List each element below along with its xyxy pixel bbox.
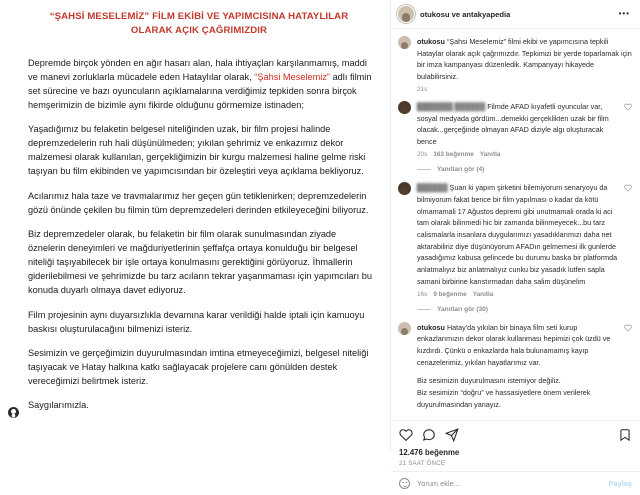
- document-signature: Saygılarımızla.: [28, 400, 89, 410]
- comment-time: 21s: [417, 86, 428, 94]
- comment-body: [417, 101, 618, 158]
- comment-username[interactable]: otukosu: [417, 37, 445, 46]
- comment-meta: [417, 151, 618, 158]
- avatar[interactable]: [398, 322, 411, 335]
- add-comment-row: [391, 471, 640, 495]
- document-title: “ŞAHSİ MESELEMİZ” FİLM EKİBİ VE YAPIMCISINA HATAYLILAR OLARAK AÇIK ÇAĞRIMIZDIR: [49, 11, 349, 36]
- action-icons-row: [399, 428, 632, 442]
- paragraph-2: Yaşadığımız bu felaketin belgesel niteliğinden uzak, bir film projesi halinde depremzedelerin ruh hali düşünülmeden; yıkılan şehrimiz ve enkazımız dekor malzemesi olarak kullanılan, gerçekliğimizin bir kurgu malzemesi haline gelme riski taşıyan bu film ekibinden ve yapımcısından bir özeleştiri veya açıklama bekliyoruz.: [28, 124, 366, 177]
- avatar[interactable]: [398, 36, 411, 49]
- bookmark-icon[interactable]: [618, 428, 632, 442]
- share-icon[interactable]: [445, 428, 459, 442]
- comment-likes[interactable]: 163 beğenme: [433, 151, 474, 159]
- comment-text: [417, 182, 618, 287]
- document-body: [28, 57, 376, 410]
- comment-text: [417, 101, 618, 148]
- heart-icon[interactable]: [624, 103, 632, 111]
- heart-icon[interactable]: [624, 324, 632, 332]
- comments-list[interactable]: [391, 29, 640, 420]
- show-replies-label: Yanıtları gör (4): [437, 166, 485, 174]
- comment-reply-button[interactable]: Yanıtla: [472, 290, 494, 298]
- post-comment-button[interactable]: Paylaş: [608, 478, 632, 488]
- comment-time: 16s: [417, 290, 428, 298]
- comment-reply-button[interactable]: Yanıtla: [479, 151, 501, 159]
- post-header: [391, 0, 640, 29]
- comment-body: [417, 36, 632, 93]
- paragraph-1-post: adlı filmin set sürecine ve bazı oyuncuların açıklamalarına verdiğimiz tepkiden sonra birçok hemşerimizin de bizimle aynı fikirde olduğunu görmemize istinaden;: [28, 71, 372, 110]
- comment-icon[interactable]: [422, 428, 436, 442]
- show-replies-button[interactable]: [417, 166, 632, 173]
- comment-text: [417, 36, 632, 83]
- post-timestamp: 21 SAAT ÖNCE: [399, 459, 446, 467]
- document-avatar-icon: [8, 407, 19, 418]
- show-replies-button[interactable]: [417, 306, 632, 313]
- comment-content: “Şahsi Meselemiz” filmi ekibi ve yapımcısına tepkili Hataylar olarak açık çağrımızdır. Tepkimizi bir yerde toparlamak için bir imza kampanyası düzenledik. Kampanyayı hikayede bulabilirsiniz.: [417, 37, 632, 81]
- avatar[interactable]: [398, 6, 414, 22]
- comment-input[interactable]: Yorum ekle...: [417, 478, 460, 488]
- text-spacer: [417, 368, 618, 375]
- comment-content: Şuan ki yapım şirketini bilemiyorum senaryoyu da bilmiyorum fakat bence bir film yapılması o kadar da kötü olmamamali 17 Ağustos depremi gibi unutmamali orada ki aci tam olarak bilinmedi hic bir zamanda bilinmeyecek...bu tarz calismalarla insanlara duygularımızı yasadıklarımızı daha net aktarabiliriz diye düşünüyorum AFADın gelmemesi ilk gunlerde yasadığımız kabusa gelincede bu durumu baska bir platformda anlatmalıyız biz anlatmalıyız cunku biz yasadık lutfen sapla samani birbirine karıstırmadan daha salim düşünelim: [417, 183, 618, 286]
- heart-icon[interactable]: [624, 184, 632, 192]
- paragraph-6: Sesimizin ve gerçeğimizin duyurulmasından imtina etmeyeceğimizi, belgesel niteliği taşıyacak ve Hatay halkına katkı sağlayacak projelere canı gönülden destek vereceğimizi belirtmek isteriz.: [28, 348, 369, 387]
- divider-line: [417, 309, 431, 310]
- film-title-highlight: “Şahsi Meselemiz”: [254, 71, 330, 82]
- comment-item: [398, 36, 632, 93]
- heart-icon[interactable]: [399, 428, 413, 442]
- comment-meta: [417, 86, 632, 93]
- comment-username[interactable]: ██████: [417, 183, 448, 193]
- comment-content: Filmde AFAD kıyafetli oyuncular var, sosyal medyada gördüm...demekki gerçeklikten uzak bir film olacak...gerçeğinde olmayan AFAD diziyle algı oluşturacak bence: [417, 102, 609, 147]
- comment-body: [417, 322, 618, 411]
- post-actions: [391, 420, 640, 471]
- comment-body: [417, 182, 618, 297]
- avatar[interactable]: [398, 182, 411, 195]
- likes-count[interactable]: 12.476 beğenme: [399, 448, 460, 458]
- comment-likes[interactable]: 9 beğenme: [433, 290, 467, 298]
- comment-text: [417, 322, 618, 369]
- more-options-icon[interactable]: •••: [618, 9, 630, 18]
- divider-line: [417, 169, 431, 170]
- post-username[interactable]: otukosu ve antakyapedia: [420, 9, 511, 19]
- comment-content-second: Biz sesimizin duyurulmasını istemiyor değiliz. Biz sesimizin “doğru” ve hassasiyetlere önem verilerek duyurulmasından yanayız.: [417, 376, 591, 409]
- emoji-icon[interactable]: [399, 478, 410, 489]
- comment-time: 20s: [417, 151, 428, 159]
- paragraph-4: Biz depremzedeler olarak, bu felaketin bir film olarak sunulmasından ziyade öznelerin deneyimleri ve mağduriyetlerinin şeffafça ortaya konulduğu bir belgesel niteliği taşıyabilecek bir işle ortaya konulmasını gerektiğini görüyoruz. İhmallerin giderilebilmesi ve şehrimizde bu tarz acıların tekrar yaşanmaması için yapımcıları bu konuda duyarlı olmaya davet ediyoruz.: [28, 229, 372, 296]
- avatar[interactable]: [398, 101, 411, 114]
- comment-username[interactable]: ███████ ██████: [417, 102, 486, 112]
- paragraph-1-pre: Depremde birçok yönden en ağır hasarı alan, hala ihtiyaçları karşılanmamış, maddi ve manevi zorluklarla mücadele eden Hataylılar olarak,: [28, 57, 367, 82]
- comment-item: [398, 101, 632, 158]
- comment-item: [398, 322, 632, 411]
- comment-username[interactable]: otukosu: [417, 322, 445, 332]
- comment-meta: [417, 291, 618, 298]
- comment-item: [398, 182, 632, 297]
- paragraph-3: Acılarımız hala taze ve travmalarımız her geçen gün tetiklenirken; depremzedelerin gözü önünde çekilen bu filmin tüm depremzedeleri derinden etkileyeceğini biliyoruz.: [28, 190, 369, 215]
- paragraph-5: Film projesinin aynı duyarsızlıkla devamına karar verildiği halde iptali için kamuoyu baskısı oluşturulacağını bilmenizi isteriz.: [28, 309, 365, 334]
- instagram-panel: [390, 0, 640, 488]
- show-replies-label: Yanıtları gör (30): [437, 305, 488, 313]
- paragraph-1: [28, 57, 376, 113]
- comment-content: Hatay'da yıkılan bir binaya film seti kurup enkazlarımızın dekor olarak kullanması hepimizi çok üzdü ve kızdırdı. Çünkü o enkazlarda hala bulunamamış kayıp cenazelerimiz, yıkılan hayatlarımız var.: [417, 322, 611, 367]
